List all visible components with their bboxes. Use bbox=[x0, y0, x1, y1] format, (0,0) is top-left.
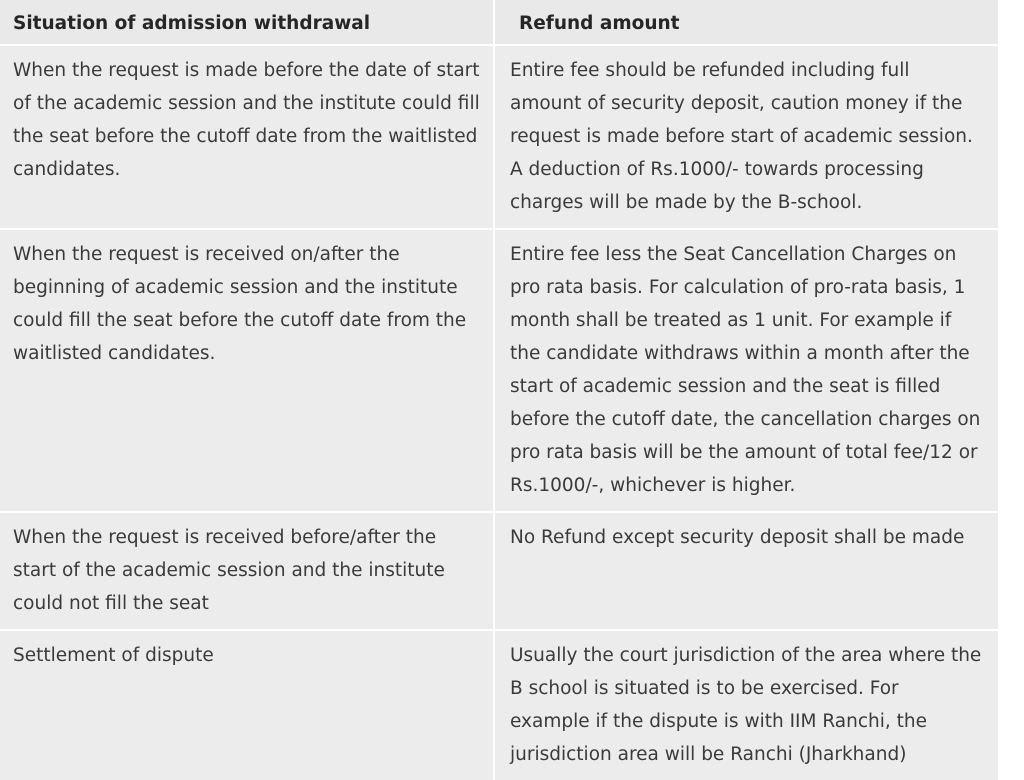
header-refund-amount: Refund amount bbox=[495, 0, 1000, 46]
refund-cell: No Refund except security deposit shall be made bbox=[495, 513, 1000, 631]
situation-cell: When the request is received on/after the beginning of academic session and the institute could fill the seat before the cutoff date from the waitlisted candidates. bbox=[0, 230, 495, 513]
refund-cell: Entire fee should be refunded including full amount of security deposit, caution money if the request is made before start of academic session. A deduction of Rs.1000/- towards processing charges will be made by the B-school. bbox=[495, 46, 1000, 230]
table-row bbox=[0, 513, 1000, 631]
table-row bbox=[0, 46, 1000, 230]
table-header-row bbox=[0, 0, 1000, 46]
refund-cell: Usually the court jurisdiction of the area where the B school is situated is to be exercised. For example if the dispute is with IIM Ranchi, the jurisdiction area will be Ranchi (Jharkhand) bbox=[495, 631, 1000, 780]
header-situation: Situation of admission withdrawal bbox=[0, 0, 495, 46]
situation-cell: Settlement of dispute bbox=[0, 631, 495, 780]
situation-cell: When the request is received before/after the start of the academic session and the institute could not fill the seat bbox=[0, 513, 495, 631]
situation-cell: When the request is made before the date of start of the academic session and the institute could fill the seat before the cutoff date from the waitlisted candidates. bbox=[0, 46, 495, 230]
table-row bbox=[0, 230, 1000, 513]
refund-cell: Entire fee less the Seat Cancellation Charges on pro rata basis. For calculation of pro-rata basis, 1 month shall be treated as 1 unit. For example if the candidate withdraws within a month after the start of academic session and the seat is filled before the cutoff date, the cancellation charges on pro rata basis will be the amount of total fee/12 or Rs.1000/-, whichever is higher. bbox=[495, 230, 1000, 513]
table-row bbox=[0, 631, 1000, 780]
